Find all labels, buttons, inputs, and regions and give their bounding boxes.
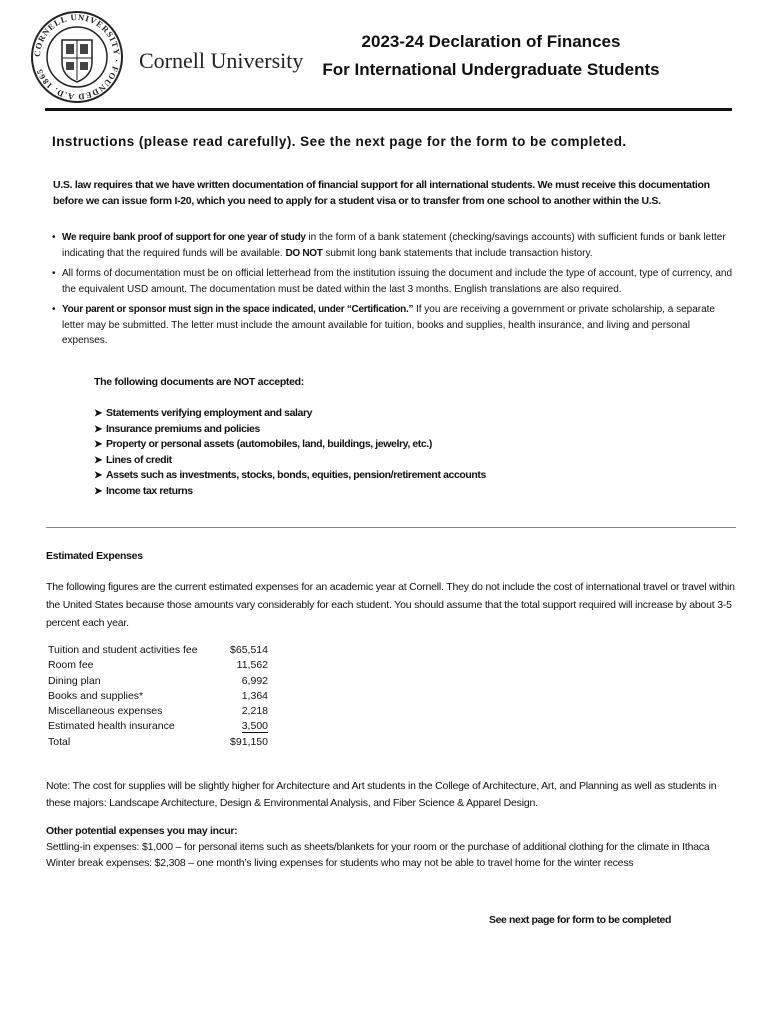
not-accepted-heading: The following documents are NOT accepted:	[94, 376, 304, 388]
arrow-bullet-icon: ➤	[94, 470, 102, 481]
expense-amount: $65,514	[230, 644, 268, 656]
estimated-expenses-description: The following figures are the current estimated expenses for an academic year at Cornell. They do not include the cost of international travel or travel within the United States because those amounts vary considerably for each student. You should assume that the total support required will increase by about 3-5 percent each year.	[46, 581, 735, 629]
expenses-table	[48, 643, 268, 750]
seal-text: CORNELL UNIVERSITY · FOUNDED A.D. 1865	[31, 11, 123, 103]
other-expense-line: Settling-in expenses: $1,000 – for personal items such as sheets/blankets for your room or the purchase of additional clothing for the climate in Ithaca	[46, 841, 710, 853]
requirement-bold: We require bank proof of support for one year of study	[62, 232, 306, 243]
not-accepted-item: ➤ Lines of credit	[94, 453, 486, 469]
expense-label: Books and supplies*	[48, 689, 144, 702]
see-next-page-note: See next page for form to be completed	[489, 914, 672, 926]
instructions-heading: Instructions (please read carefully). See the next page for the form to be completed.	[52, 134, 627, 149]
requirement-bold-2: DO NOT	[285, 247, 323, 259]
expense-label: Miscellaneous expenses	[48, 705, 163, 718]
arrow-bullet-icon: ➤	[94, 408, 102, 419]
expense-amount: 1,364	[241, 689, 268, 702]
table-row	[48, 658, 268, 673]
not-accepted-item: ➤ Property or personal assets (automobiles, land, buildings, jewelry, etc.)	[94, 437, 486, 453]
table-row	[48, 689, 268, 704]
requirements-list	[52, 230, 732, 354]
expense-label: Dining plan	[48, 674, 101, 687]
bullet-icon: •	[52, 232, 56, 243]
expense-amount: 3,500	[241, 720, 268, 733]
title-line-1: 2023-24 Declaration of Finances	[361, 32, 621, 51]
expense-amount: 6,992	[241, 674, 268, 687]
title-divider	[45, 108, 732, 111]
law-paragraph: U.S. law requires that we have written documentation of financial support for all international students. We must receive this documentation before we can issue form I-20, which you need to apply for a student visa or to transfer from one school to another within the U.S.	[53, 179, 710, 207]
arrow-bullet-icon: ➤	[94, 423, 102, 435]
bullet-icon: •	[52, 304, 56, 315]
expense-amount: $91,150	[230, 735, 268, 748]
expense-label: Room fee	[48, 659, 94, 672]
requirement-text: All forms of documentation must be on official letterhead from the institution issuing the document and include the type of account, type of currency, and the equivalent USD amount. The documentation must be dated within the last 3 months. English translations are also required.	[62, 268, 733, 295]
table-row	[48, 719, 268, 734]
not-accepted-item: ➤ Insurance premiums and policies	[94, 422, 486, 438]
requirement-text: If you are receiving a government or private scholarship, a separate letter may be submitted. The letter must include the amount available for tuition, books and supplies, health insurance, and living and personal expenses.	[62, 304, 715, 346]
expense-amount: 2,218	[241, 705, 268, 718]
requirement-item	[52, 302, 732, 349]
not-accepted-item: ➤ Income tax returns	[94, 484, 486, 500]
not-accepted-item: ➤ Statements verifying employment and salary	[94, 406, 486, 422]
bullet-icon: •	[52, 268, 56, 279]
arrow-bullet-icon: ➤	[94, 485, 102, 497]
expense-label: Total	[48, 735, 71, 748]
expense-amount: 11,562	[236, 659, 268, 672]
requirement-bold: Your parent or sponsor must sign in the space indicated, under “Certification.”	[62, 304, 414, 315]
table-row-total	[48, 735, 268, 750]
title-line-2: For International Undergraduate Students	[322, 60, 660, 79]
expense-label: Tuition and student activities fee	[48, 644, 198, 656]
arrow-bullet-icon: ➤	[94, 439, 102, 450]
cornell-seal-logo	[30, 10, 124, 104]
document-title	[311, 28, 671, 84]
university-name: Cornell University	[139, 48, 304, 73]
section-divider	[46, 527, 736, 528]
requirement-item	[52, 266, 732, 297]
table-row	[48, 704, 268, 719]
table-row	[48, 674, 268, 689]
other-expenses-heading: Other potential expenses you may incur:	[46, 825, 238, 837]
requirement-item	[52, 230, 732, 261]
requirement-text: in the form of a bank statement (checking/savings accounts) with sufficient funds or bank letter indicating that the required funds will be available.	[62, 232, 726, 259]
not-accepted-item: ➤ Assets such as investments, stocks, bonds, equities, pension/retirement accounts	[94, 468, 486, 484]
supplies-note: Note: The cost for supplies will be slightly higher for Architecture and Art students in the College of Architecture, Art, and Planning as well as students in these majors: Landscape Architecture, Design & Environmental Analysis, and Fiber Science & Apparel Design.	[46, 780, 717, 809]
requirement-text-2: submit long bank statements that include transaction history.	[322, 247, 593, 259]
not-accepted-list	[94, 406, 486, 499]
other-expense-line: Winter break expenses: $2,308 – one month’s living expenses for students who may not be able to travel home for the winter recess	[46, 857, 634, 869]
table-row	[48, 643, 268, 658]
estimated-expenses-heading: Estimated Expenses	[46, 550, 143, 562]
arrow-bullet-icon: ➤	[94, 454, 102, 466]
expense-label: Estimated health insurance	[48, 720, 175, 733]
